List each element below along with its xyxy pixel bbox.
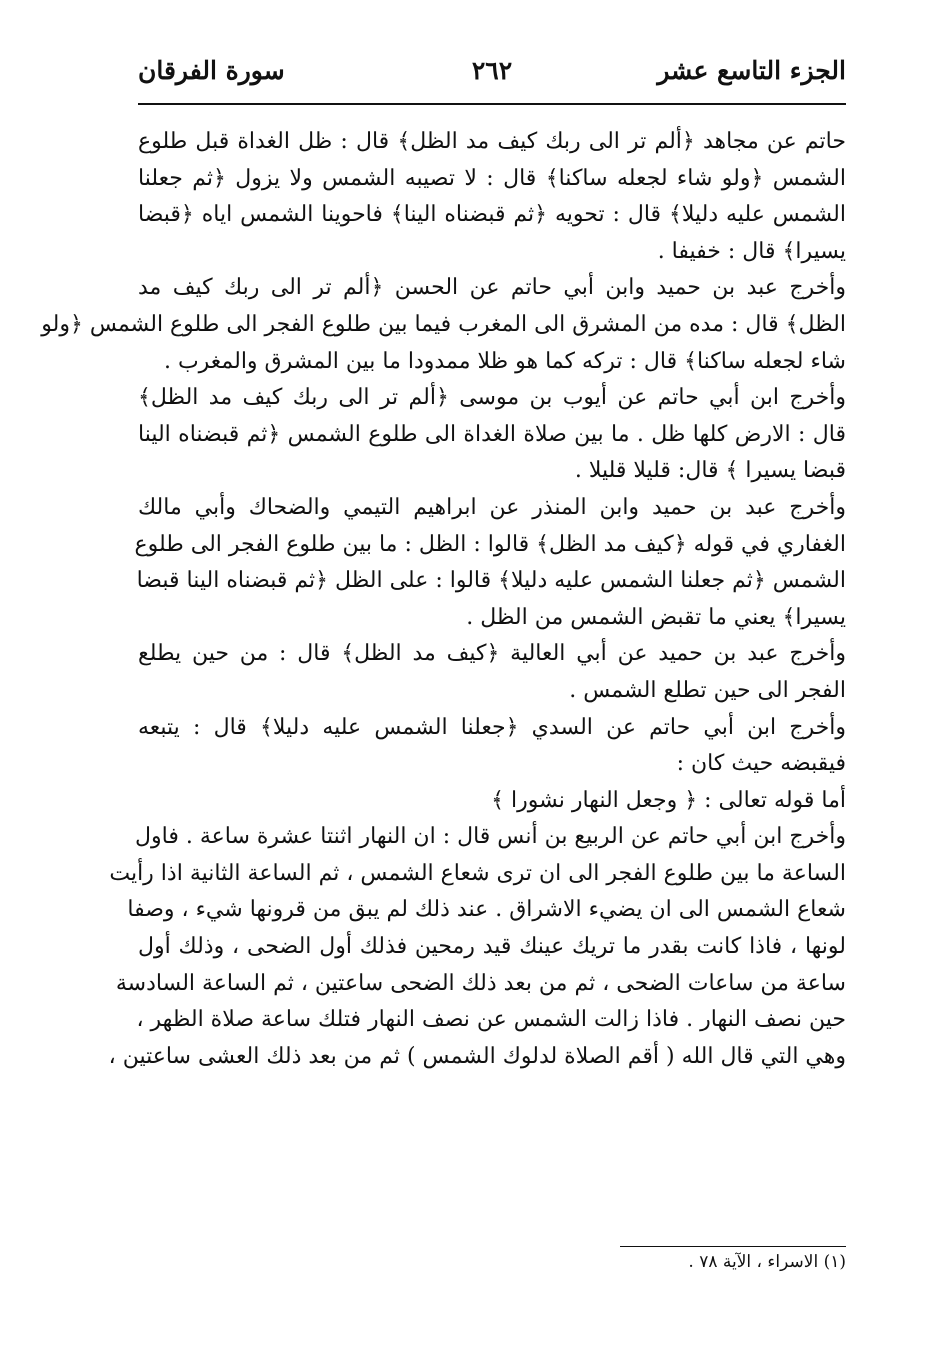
text-line: الغفاري في قوله ﴿كيف مد الظل﴾ قالوا : الظل : ما بين طلوع الفجر الى طلوع [134, 531, 846, 557]
page-number: ٢٦٢ [471, 56, 513, 85]
text-line: ساعة من ساعات الضحى ، ثم من بعد ذلك الضحى ساعتين ، ثم الساعة السادسة [115, 970, 846, 996]
text-line: وأخرج ابن أبي حاتم عن السدي ﴿جعلنا الشمس عليه دليلا﴾ قال : يتبعه [138, 714, 846, 740]
text-line: يسيرا﴾ يعني ما تقبض الشمس من الظل . [466, 604, 846, 630]
juz-title: الجزء التاسع عشر [657, 56, 846, 85]
text-line: وهي التي قال الله ( أقم الصلاة لدلوك الشمس ) ثم من بعد ذلك العشى ساعتين ، [108, 1043, 846, 1069]
page-body [41, 124, 846, 1075]
text-line: حين نصف النهار . فاذا زالت الشمس عن نصف النهار فتلك ساعة صلاة الظهر ، [136, 1007, 846, 1033]
surah-title: سورة الفرقان [138, 56, 285, 85]
text-line: يسيرا﴾ قال : خفيفا . [657, 238, 846, 264]
text-line: الفجر الى حين تطلع الشمس . [569, 677, 846, 703]
text-line: قال : الارض كلها ظل . ما بين صلاة الغداة الى طلوع الشمس ﴿ثم قبضناه الينا [138, 421, 846, 447]
text-line: الشمس ﴿ثم جعلنا الشمس عليه دليلا﴾ قالوا : على الظل ﴿ثم قبضناه الينا قبضا [136, 568, 846, 594]
text-line: وأخرج ابن أبي حاتم عن أيوب بن موسى ﴿ألم تر الى ربك كيف مد الظل﴾ [138, 385, 846, 411]
text-line: قبضا يسيرا ﴾ قال: قليلا قليلا . [574, 458, 846, 484]
text-line: شعاع الشمس الى ان يضيء الاشراق . عند ذلك لم يبق من قرونها شيء ، وصفا [127, 897, 846, 923]
text-line: الساعة ما بين طلوع الفجر الى ان ترى شعاع الشمس ، ثم الساعة الثانية اذا رأيت [109, 860, 846, 886]
text-line: الشمس عليه دليلا﴾ قال : تحويه ﴿ثم قبضناه الينا﴾ فاحوينا الشمس اياه ﴿قبضا [138, 202, 846, 228]
page-header [138, 52, 846, 98]
text-line: الظل﴾ قال : مده من المشرق الى المغرب فيما بين طلوع الفجر الى طلوع الشمس ﴿ولو [41, 311, 846, 337]
text-line: الشمس ﴿ولو شاء لجعله ساكنا﴾ قال : لا تصيبه الشمس ولا يزول ﴿ثم جعلنا [138, 165, 846, 191]
text-line: وأخرج ابن أبي حاتم عن الربيع بن أنس قال : ان النهار اثنتا عشرة ساعة . فاول [135, 824, 846, 850]
text-line: حاتم عن مجاهد ﴿ألم تر الى ربك كيف مد الظل﴾ قال : ظل الغداة قبل طلوع [138, 129, 846, 154]
text-line: وأخرج عبد بن حميد وابن أبي حاتم عن الحسن ﴿ألم تر الى ربك كيف مد [138, 275, 846, 301]
text-line: لونها ، فاذا كانت بقدر ما تريك عينك قيد رمحين فذلك أول الضحى ، وذلك أول [138, 934, 846, 960]
text-line: شاء لجعله ساكنا﴾ قال : تركه كما هو ظلا ممدودا ما بين المشرق والمغرب . [163, 348, 846, 374]
text-line: وأخرج عبد بن حميد وابن المنذر عن ابراهيم التيمي والضحاك وأبي مالك [138, 494, 846, 520]
footnote: (١) الاسراء ، الآية ٧٨ . [688, 1252, 846, 1272]
text-line: أما قوله تعالى : ﴿ وجعل النهار نشورا ﴾ [491, 787, 846, 813]
footnote-rule [620, 1246, 846, 1247]
text-line: فيقبضه حيث كان : [676, 751, 846, 777]
text-line: وأخرج عبد بن حميد عن أبي العالية ﴿كيف مد الظل﴾ قال : من حين يطلع [138, 641, 846, 667]
header-rule [138, 103, 846, 105]
